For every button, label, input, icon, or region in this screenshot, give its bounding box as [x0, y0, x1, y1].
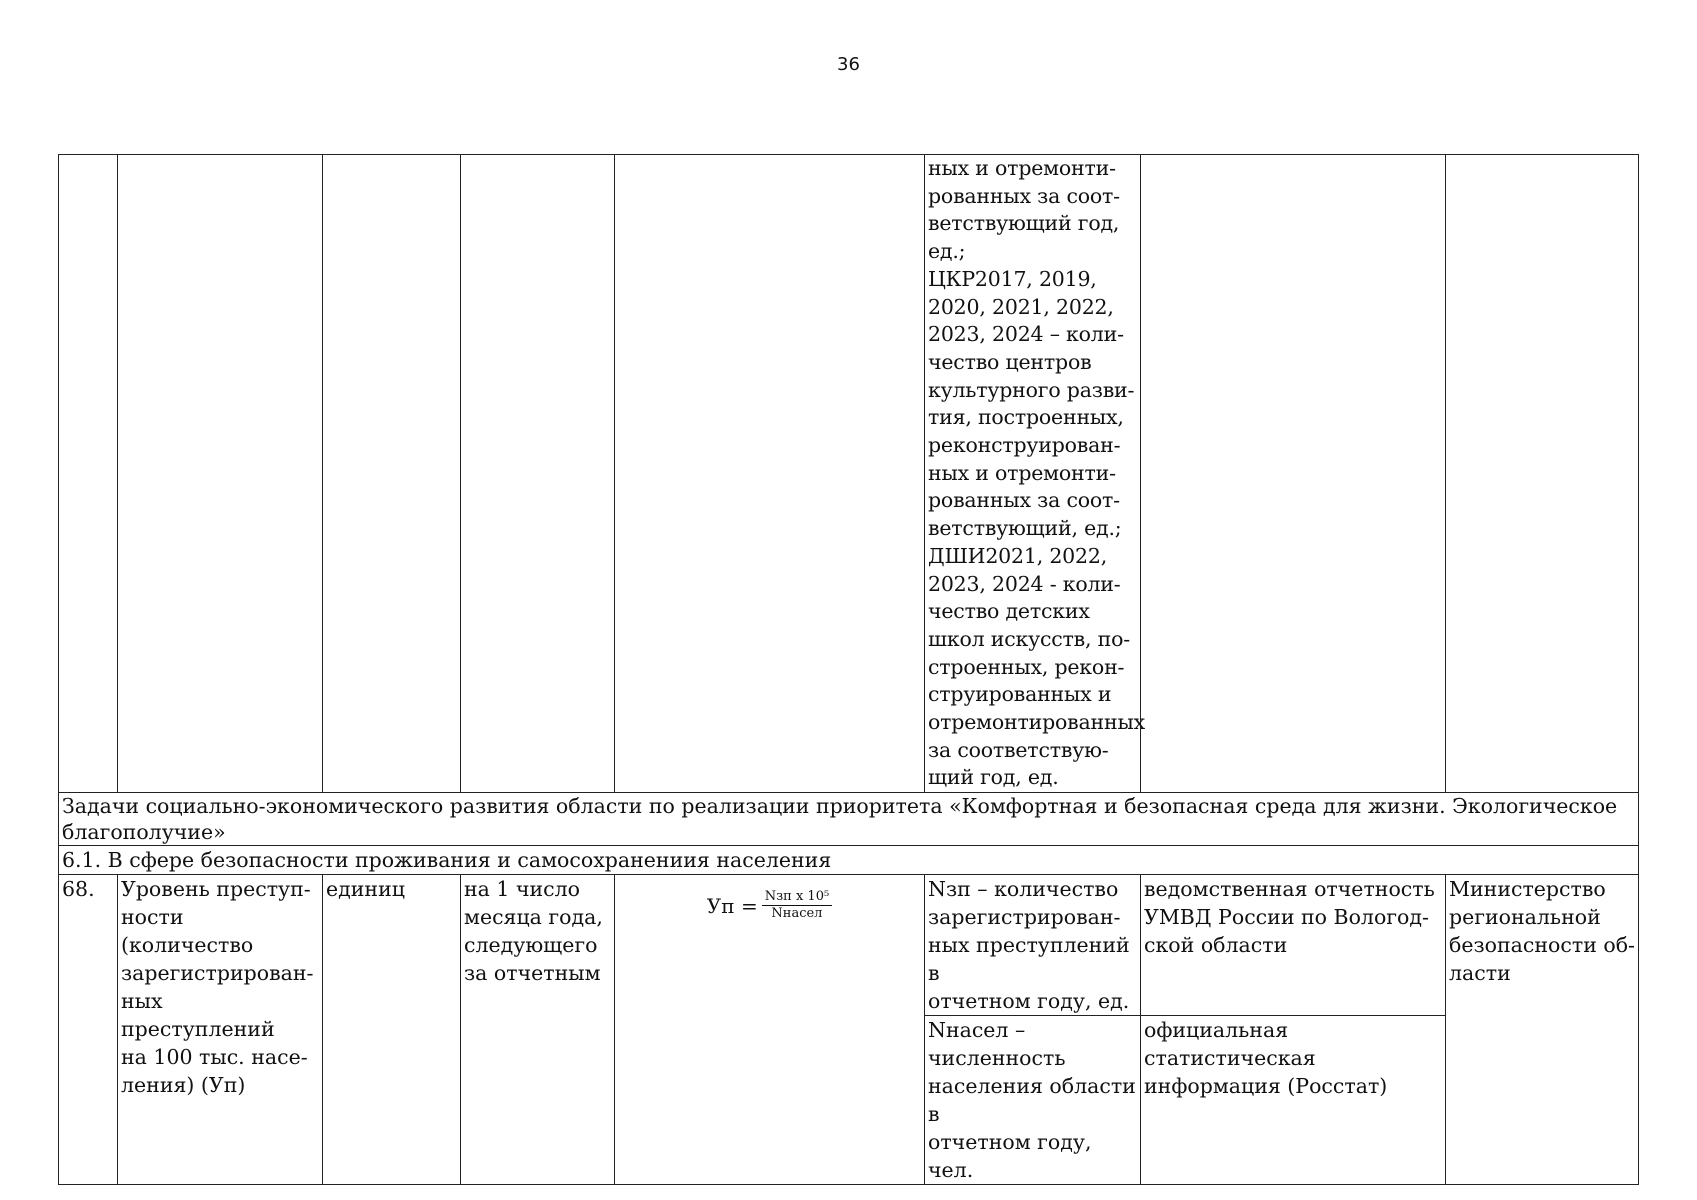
continuation-line: чество центров [928, 349, 1092, 374]
continuation-line: школ искусств, по- [928, 626, 1130, 651]
responsible-line: безопасности об- [1449, 933, 1635, 958]
continuation-line: строенных, рекон- [928, 654, 1125, 679]
continuation-line: ных и отремонти- [928, 156, 1116, 180]
periodicity-line: месяца года, [464, 905, 603, 930]
periodicity-line: на 1 число [464, 877, 581, 902]
cell-empty [461, 155, 615, 793]
continuation-row [59, 155, 1639, 793]
responsible-cell [1446, 875, 1639, 1185]
page-number: 36 [837, 54, 860, 75]
row-number: 68. [59, 875, 118, 1185]
indicator-line: ления) (Уп) [121, 1073, 246, 1098]
formula-denominator: Nнасел [771, 906, 823, 922]
continuation-line: за соответствую- [928, 737, 1109, 762]
cell-empty [615, 155, 925, 793]
continuation-line: отремонтированных [928, 710, 1145, 735]
source-line: ведомственная отчетность [1144, 877, 1435, 902]
responsible-line: ласти [1449, 961, 1511, 986]
indicators-table [58, 154, 1639, 1185]
formula-numerator: Nзп x 10⁵ [762, 889, 832, 906]
continuation-text-cell [925, 155, 1145, 793]
continuation-line: культурного разви- [928, 377, 1135, 402]
cell-empty [323, 155, 461, 793]
continuation-line: рованных за соот- [928, 488, 1120, 513]
continuation-line: 2020, 2021, 2022, [928, 294, 1114, 319]
periodicity-line: за отчетным [464, 961, 601, 986]
variable-line: ных преступлений в [928, 933, 1130, 986]
table-row [59, 875, 1639, 1016]
responsible-line: региональной [1449, 905, 1601, 930]
variable-line: зарегистрирован- [928, 905, 1121, 930]
continuation-line: струированных и [928, 682, 1112, 707]
variable-2-cell [925, 1016, 1141, 1185]
continuation-line: щий год, ед. [928, 765, 1059, 790]
formula [707, 889, 832, 922]
source-2-cell [1141, 1016, 1446, 1185]
continuation-line: чество детских [928, 599, 1090, 624]
formula-fraction [762, 889, 832, 922]
variable-1-cell [925, 875, 1141, 1016]
cell-empty [118, 155, 323, 793]
source-1-cell [1141, 875, 1446, 1016]
responsible-line: Министерство [1449, 877, 1606, 902]
continuation-line: 2023, 2024 - коли- [928, 571, 1121, 596]
indicator-line: ности (количество [121, 905, 254, 958]
cell-empty [59, 155, 118, 793]
indicator-line: зарегистрирован- [121, 961, 314, 986]
cell-empty [1446, 155, 1639, 793]
cell-empty [1141, 155, 1446, 793]
periodicity-line: следующего [464, 933, 598, 958]
continuation-line: реконструирован- [928, 433, 1121, 458]
formula-cell [615, 875, 925, 1185]
continuation-line: 2023, 2024 – коли- [928, 322, 1124, 347]
variable-line: отчетном году, чел. [928, 1130, 1092, 1183]
formula-lhs: Уп = [706, 893, 758, 918]
variable-line: отчетном году, ед. [928, 989, 1130, 1014]
subsection-title: 6.1. В сфере безопасности проживания и самосохранениия населения [59, 846, 1639, 875]
continuation-line: ДШИ2021, 2022, [928, 543, 1108, 568]
source-line: информация (Росстат) [1144, 1074, 1388, 1099]
section-task: Задачи социально-экономического развития области по реализации приоритета «Комфортная и безопасная среда для жизни. Экологическое благополучие» [59, 793, 1639, 846]
continuation-line: ЦКР2017, 2019, [928, 266, 1097, 291]
periodicity-cell [461, 875, 615, 1185]
continuation-line: ветствующий, ед.; [928, 516, 1122, 541]
source-line: ской области [1144, 933, 1288, 958]
section-task-row [59, 793, 1639, 846]
indicator-line: ных преступлений [121, 989, 275, 1042]
indicator-name-cell [118, 875, 323, 1185]
continuation-line: ед.; [928, 239, 966, 264]
indicator-line: Уровень преступ- [121, 877, 311, 902]
subsection-row [59, 846, 1639, 875]
variable-line: Nнасел – численность [928, 1018, 1066, 1071]
continuation-line: тия, построенных, [928, 405, 1124, 430]
source-line: УМВД России по Вологод- [1144, 905, 1429, 930]
variable-line: Nзп – количество [928, 877, 1119, 902]
indicator-line: на 100 тыс. насе- [121, 1045, 308, 1070]
unit-cell: единиц [323, 875, 461, 1185]
variable-line: населения области в [928, 1074, 1136, 1127]
continuation-line: ных и отремонти- [928, 460, 1116, 485]
source-line: официальная статистическая [1144, 1018, 1316, 1071]
continuation-line: рованных за соот- [928, 183, 1120, 208]
continuation-line: ветствующий год, [928, 211, 1120, 236]
